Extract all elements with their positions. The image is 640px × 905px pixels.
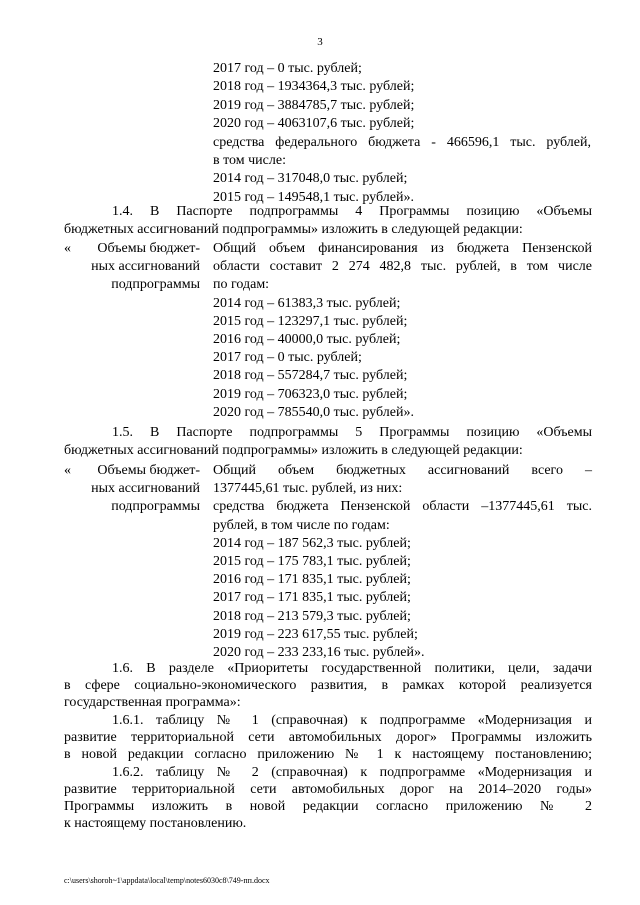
label-line: подпрограммы: [111, 499, 200, 515]
value-line: рублей, в том числе по годам:: [213, 517, 390, 533]
top-funding-lines: [213, 60, 591, 207]
text-line: 2017 год – 0 тыс. рублей;: [213, 61, 362, 76]
paragraph-1-6-2: [64, 764, 592, 832]
page-number: 3: [317, 36, 323, 48]
text-line: 2018 год – 1934364,3 тыс. рублей;: [213, 79, 415, 95]
paragraph-line: в новой редакции согласно приложению № 1 к настоящему постановлению;: [64, 747, 592, 762]
opening-quote: «: [64, 463, 71, 478]
table-value-cell: [213, 462, 592, 662]
value-line: 2018 год – 213 579,3 тыс. рублей;: [213, 608, 411, 624]
subprogram-5-funding-table: [64, 462, 592, 662]
paragraph-line: 1.6. В разделе «Приоритеты государственной политики, цели, задачи: [112, 661, 592, 676]
value-line: 2020 год – 233 233,16 тыс. рублей».: [213, 645, 425, 661]
paragraph-line: к настоящему постановлению.: [64, 816, 247, 831]
paragraph-line: 1.5. В Паспорте подпрограммы 5 Программы позицию «Объемы: [112, 425, 592, 440]
value-line: 2014 год – 187 562,3 тыс. рублей;: [213, 535, 411, 551]
value-line: 2017 год – 171 835,1 тыс. рублей;: [213, 590, 411, 606]
text-line: 2014 год – 317048,0 тыс. рублей;: [213, 171, 408, 187]
label-line: Объемы бюджет-: [97, 463, 200, 478]
paragraph-1-6-1: [64, 712, 592, 763]
value-line: 2016 год – 40000,0 тыс. рублей;: [213, 332, 401, 348]
value-line: по годам:: [213, 277, 270, 293]
value-line: 2020 год – 785540,0 тыс. рублей».: [213, 404, 414, 420]
text-line: 2019 год – 3884785,7 тыс. рублей;: [213, 97, 415, 113]
value-line: 2014 год – 61383,3 тыс. рублей;: [213, 295, 401, 311]
footer-file-path: c:\users\shoroh~1\appdata\local\temp\notes6030c8\749-пп.docx: [64, 876, 270, 885]
label-line: Объемы бюджет-: [97, 241, 200, 256]
text-line: в том числе:: [213, 153, 286, 169]
paragraph-line: государственная программа»:: [64, 695, 241, 710]
value-line: 2015 год – 175 783,1 тыс. рублей;: [213, 554, 411, 570]
value-line: 2019 год – 706323,0 тыс. рублей;: [213, 386, 408, 402]
label-line: ных ассигнований: [91, 481, 200, 497]
paragraph-line: бюджетных ассигнований подпрограммы» изложить в следующей редакции:: [64, 222, 523, 237]
paragraph-1-6: [64, 660, 592, 711]
value-line: Общий объем бюджетных ассигнований всего –: [213, 463, 592, 478]
opening-quote: «: [64, 241, 71, 256]
value-line: области составит 2 274 482,8 тыс. рублей, в том числе: [213, 259, 592, 275]
label-line: подпрограммы: [111, 277, 200, 293]
paragraph-line: 1.6.2. таблицу № 2 (справочная) к подпрограмме «Модернизация и: [112, 765, 592, 780]
value-line: 1377445,61 тыс. рублей, из них:: [213, 481, 403, 497]
table-value-cell: [213, 240, 592, 422]
paragraph-line: развитие территориальной сети автомобильных дорог» Программы изложить: [64, 730, 592, 745]
text-line: средства федерального бюджета - 466596,1 тыс. рублей,: [213, 134, 591, 150]
text-line: 2015 год – 149548,1 тыс. рублей».: [213, 189, 414, 205]
paragraph-line: в сфере социально-экономического развития, в рамках которой реализуется: [64, 678, 592, 693]
subprogram-4-funding-table: [64, 240, 592, 425]
value-line: 2016 год – 171 835,1 тыс. рублей;: [213, 572, 411, 588]
value-line: Общий объем финансирования из бюджета Пензенской: [213, 241, 592, 256]
label-line: ных ассигнований: [91, 259, 200, 275]
text-line: 2020 год – 4063107,6 тыс. рублей;: [213, 116, 415, 132]
paragraph-1-5: [64, 424, 592, 460]
value-line: 2017 год – 0 тыс. рублей;: [213, 350, 362, 366]
paragraph-1-4: [64, 203, 592, 239]
paragraph-line: бюджетных ассигнований подпрограммы» изложить в следующей редакции:: [64, 443, 523, 458]
value-line: 2018 год – 557284,7 тыс. рублей;: [213, 368, 408, 384]
value-line: средства бюджета Пензенской области –1377445,61 тыс.: [213, 499, 592, 515]
value-line: 2019 год – 223 617,55 тыс. рублей;: [213, 626, 418, 642]
paragraph-line: Программы изложить в новой редакции согласно приложению № 2: [64, 799, 592, 814]
paragraph-line: 1.4. В Паспорте подпрограммы 4 Программы позицию «Объемы: [112, 204, 592, 219]
value-line: 2015 год – 123297,1 тыс. рублей;: [213, 313, 408, 329]
paragraph-line: 1.6.1. таблицу № 1 (справочная) к подпрограмме «Модернизация и: [112, 713, 592, 728]
paragraph-line: развитие территориальной сети автомобильных дорог на 2014–2020 годы»: [64, 782, 592, 797]
